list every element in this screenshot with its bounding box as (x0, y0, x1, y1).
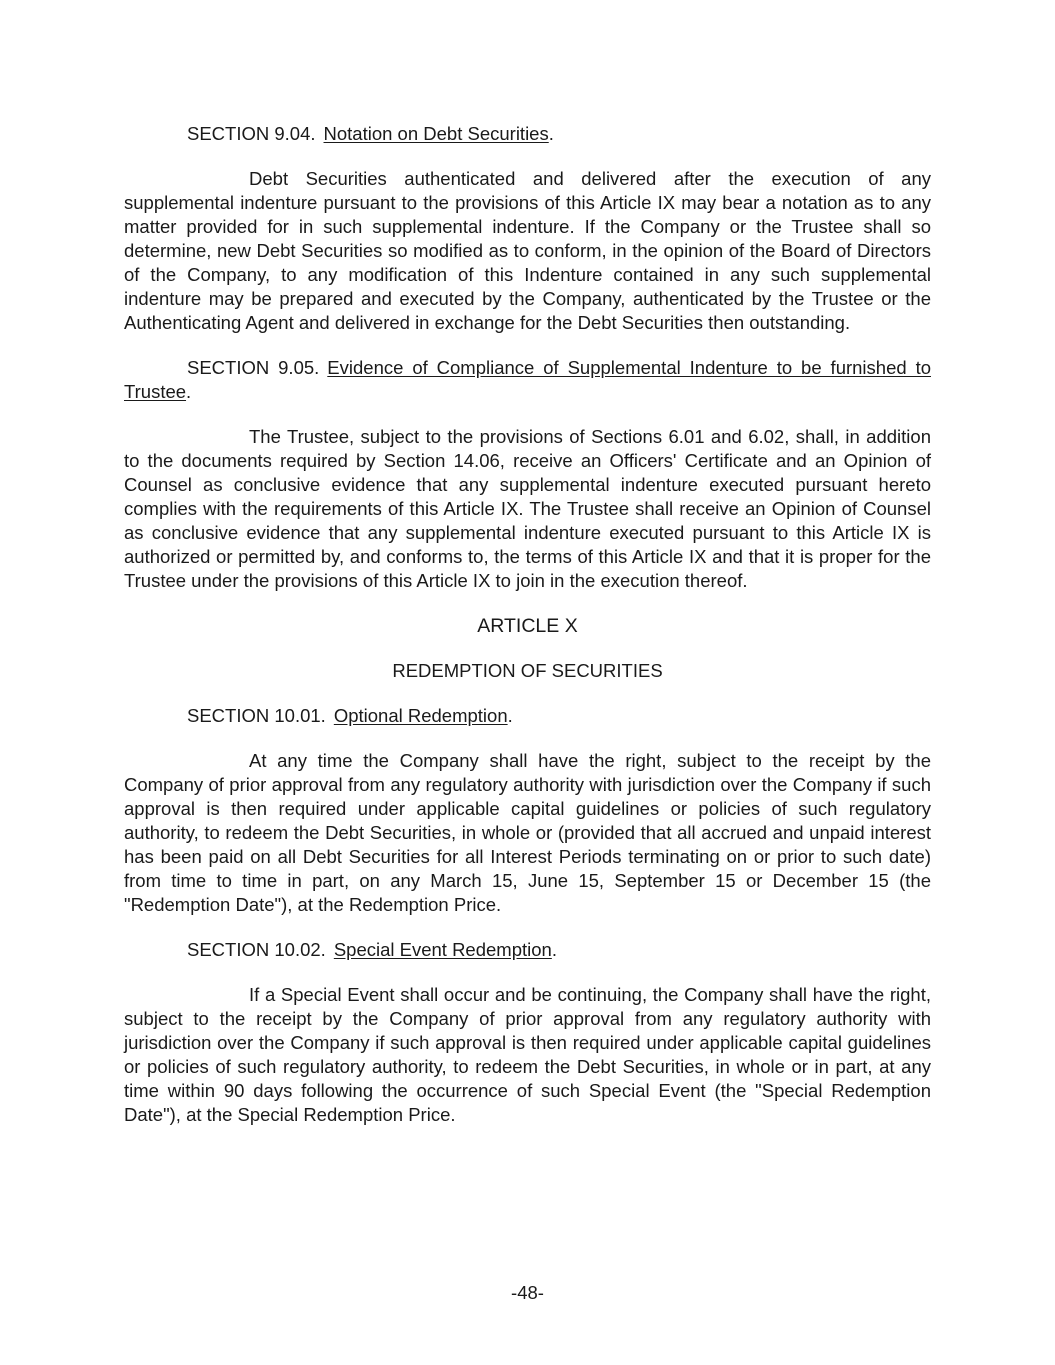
section-9-04-body: Debt Securities authenticated and delivered after the execution of any supplemental indenture pursuant to the provisions of this Article IX may bear a notation as to any matter provided for in such supplemental indenture. If the Company or the Trustee shall so determine, new Debt Securities so modified as to conform, in the opinion of the Board of Directors of the Company, to any modification of this Indenture contained in any such supplemental indenture may be prepared and executed by the Company, authenticated by the Trustee or the Authenticating Agent and delivered in exchange for the Debt Securities then outstanding. (124, 168, 931, 333)
article-label: ARTICLE X (477, 615, 578, 637)
document-page (124, 122, 931, 1127)
section-number: SECTION 9.05. (187, 357, 320, 378)
section-heading-9-04 (124, 122, 931, 146)
article-title: REDEMPTION OF SECURITIES (392, 660, 663, 681)
section-period: . (507, 705, 513, 726)
section-period: . (548, 123, 554, 144)
section-title: Special Event Redemption (333, 939, 552, 960)
page-number: -48- (511, 1282, 544, 1303)
section-number: SECTION 9.04. (187, 123, 316, 144)
section-heading-10-01 (124, 704, 931, 728)
section-9-05-body: The Trustee, subject to the provisions of Sections 6.01 and 6.02, shall, in addition to the documents required by Section 14.06, receive an Officers' Certificate and an Opinion of Counsel as conclusive evidence that any supplemental indenture executed pursuant hereto complies with the requirements of this Article IX. The Trustee shall receive an Opinion of Counsel as conclusive evidence that any supplemental indenture executed pursuant to this Article IX is authorized or permitted by, and conforms to, the terms of this Article IX and that it is proper for the Trustee under the provisions of this Article IX to join in the execution thereof. (124, 426, 931, 591)
section-heading-10-02 (124, 938, 931, 962)
section-title: Optional Redemption (333, 705, 508, 726)
section-heading-9-05 (124, 356, 931, 404)
section-period: . (551, 939, 557, 960)
section-10-02-body: If a Special Event shall occur and be continuing, the Company shall have the right, subject to the receipt by the Company of prior approval from any regulatory authority with jurisdiction over the Company if such approval is then required under applicable capital guidelines or policies of such regulatory authority, to redeem the Debt Securities, in whole or in part, at any time within 90 days following the occurrence of such Special Event (the "Special Redemption Date"), at the Special Redemption Price. (124, 984, 931, 1125)
section-number: SECTION 10.01. (187, 705, 326, 726)
section-title: Evidence of Compliance of Supplemental Indenture to be furnished to Trustee (124, 357, 931, 402)
section-10-01-body: At any time the Company shall have the right, subject to the receipt by the Company of prior approval from any regulatory authority with jurisdiction over the Company if such approval is then required under applicable capital guidelines or policies of such regulatory authority, to redeem the Debt Securities, in whole or (provided that all accrued and unpaid interest has been paid on all Debt Securities for all Interest Periods terminating on or prior to such date) from time to time in part, on any March 15, June 15, September 15 or December 15 (the "Redemption Date"), at the Redemption Price. (124, 750, 931, 915)
section-period: . (186, 381, 192, 402)
section-title: Notation on Debt Securities (323, 123, 549, 144)
section-number: SECTION 10.02. (187, 939, 326, 960)
